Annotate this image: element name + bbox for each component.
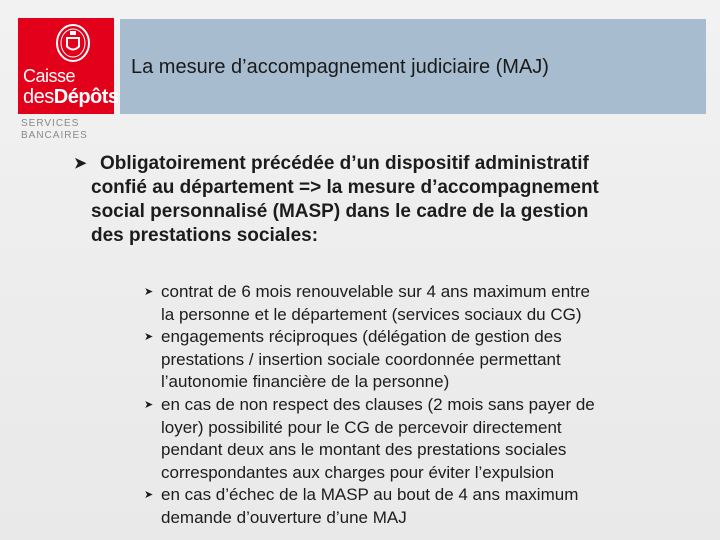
arrow-bullet-icon: ➤ (144, 398, 154, 411)
sub-bullet-line: contrat de 6 mois renouvelable sur 4 ans maximum entre (161, 282, 590, 301)
arrow-bullet-icon: ➤ (74, 155, 87, 172)
logo-brand-line2 (23, 86, 119, 109)
arrow-bullet-icon: ➤ (144, 331, 154, 344)
sub-bullet-item (144, 394, 714, 484)
sub-bullet-item (144, 484, 714, 529)
logo-brand-des: des (23, 86, 54, 108)
main-bullet (74, 152, 704, 248)
logo-brand-line1: Caisse (23, 66, 76, 86)
sub-bullet-line: correspondantes aux charges pour éviter l’expulsion (161, 462, 555, 482)
seal-icon (55, 23, 91, 63)
sub-bullet-line: pendant deux ans le montant des prestations sociales (161, 440, 567, 460)
slide-title: La mesure d’accompagnement judiciaire (MAJ) (131, 56, 549, 78)
sub-bullet-item (144, 281, 714, 326)
main-bullet-line: social personnalisé (MASP) dans le cadre de la gestion (91, 201, 589, 222)
sub-bullet-item (144, 326, 714, 394)
logo-brand-depots: Dépôts (53, 86, 119, 108)
sub-bullet-list (144, 281, 714, 530)
sub-bullet-line: l’autonomie financière de la personne) (161, 372, 450, 392)
sub-bullet-line: demande d’ouverture d’une MAJ (161, 507, 407, 527)
main-bullet-line: des prestations sociales: (91, 225, 319, 246)
sub-bullet-line: la personne et le département (services sociaux du CG) (161, 304, 582, 324)
logo-red-block (18, 18, 119, 114)
sub-bullet-line: engagements réciproques (délégation de gestion des (161, 327, 562, 347)
logo-subtitle-line1: SERVICES (21, 118, 80, 129)
logo-subtitle-line2: BANCAIRES (21, 130, 88, 141)
caisse-des-depots-logo (18, 18, 119, 141)
arrow-bullet-icon: ➤ (144, 489, 154, 502)
sub-bullet-line: loyer) possibilité pour le CG de percevoir directement (161, 417, 562, 437)
sub-bullet-line: en cas de non respect des clauses (2 mois sans payer de (161, 394, 595, 414)
main-bullet-line: confié au département => la mesure d’accompagnement (91, 177, 599, 198)
main-bullet-line: Obligatoirement précédée d’un dispositif administratif (100, 153, 589, 174)
arrow-bullet-icon: ➤ (144, 286, 154, 298)
sub-bullet-line: en cas d’échec de la MASP au bout de 4 ans maximum (161, 485, 579, 505)
sub-bullet-line: prestations / insertion sociale coordonnée permettant (161, 349, 561, 369)
